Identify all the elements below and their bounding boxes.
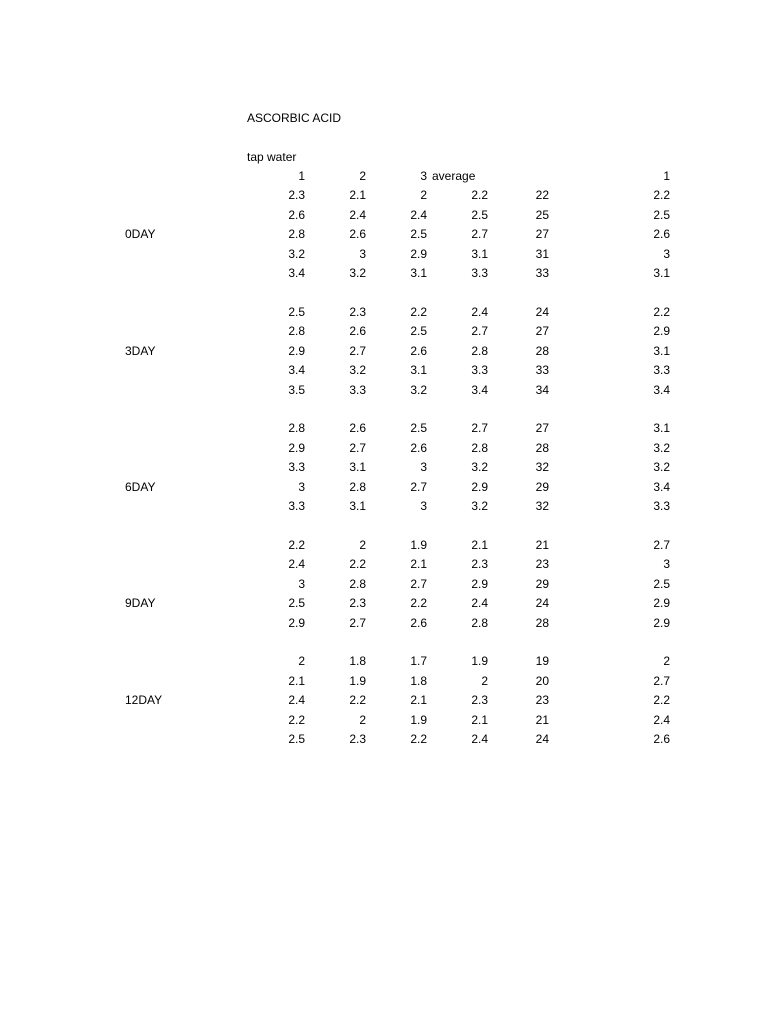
data-cell: 3.2 bbox=[349, 363, 366, 377]
data-cell: 2.4 bbox=[653, 712, 670, 727]
data-cell: 2.2 bbox=[349, 557, 366, 571]
data-cell: 2.2 bbox=[410, 596, 427, 610]
data-cell: 2.3 bbox=[471, 693, 488, 707]
data-cell: 3.3 bbox=[349, 382, 366, 397]
data-cell: 2 bbox=[663, 654, 670, 668]
data-cell: 2.5 bbox=[288, 596, 305, 610]
data-cell: 3.2 bbox=[349, 266, 366, 280]
data-cell: 24 bbox=[535, 304, 549, 319]
data-cell: 2.4 bbox=[410, 207, 427, 222]
day-label: 3DAY bbox=[125, 343, 156, 358]
data-cell: 1.8 bbox=[349, 654, 366, 668]
data-cell: 3.2 bbox=[288, 246, 305, 261]
data-cell: 3.1 bbox=[349, 499, 366, 513]
data-cell: 2.2 bbox=[653, 693, 670, 707]
data-cell: 2.6 bbox=[349, 324, 366, 338]
data-cell: 3.2 bbox=[653, 460, 670, 474]
data-cell: 32 bbox=[535, 499, 549, 513]
data-cell: 2.2 bbox=[288, 537, 305, 552]
data-cell: 2.7 bbox=[471, 227, 488, 241]
header-cell: 1 bbox=[298, 169, 305, 183]
day-label: 0DAY bbox=[125, 227, 156, 241]
data-cell: 2 bbox=[481, 673, 488, 688]
data-cell: 3 bbox=[298, 576, 305, 591]
data-cell: 2.9 bbox=[288, 440, 305, 455]
header-cell: 1 bbox=[663, 169, 670, 183]
data-cell: 3.2 bbox=[471, 499, 488, 513]
data-cell: 2 bbox=[359, 712, 366, 727]
data-cell: 3.3 bbox=[471, 363, 488, 377]
data-cell: 3.4 bbox=[653, 382, 670, 397]
data-cell: 2.6 bbox=[349, 421, 366, 435]
data-cell: 2.3 bbox=[471, 557, 488, 571]
data-cell: 2.7 bbox=[349, 615, 366, 630]
data-cell: 2.6 bbox=[288, 207, 305, 222]
data-cell: 24 bbox=[535, 596, 549, 610]
data-cell: 2.6 bbox=[410, 343, 427, 358]
day-label: 9DAY bbox=[125, 596, 156, 610]
data-cell: 2.3 bbox=[349, 304, 366, 319]
data-cell: 2.8 bbox=[288, 421, 305, 435]
data-cell: 2.7 bbox=[471, 421, 488, 435]
data-cell: 2 bbox=[298, 654, 305, 668]
data-cell: 27 bbox=[535, 227, 549, 241]
data-cell: 32 bbox=[535, 460, 549, 474]
data-cell: 2.7 bbox=[471, 324, 488, 338]
data-cell: 2.9 bbox=[288, 615, 305, 630]
data-cell: 2.7 bbox=[653, 537, 670, 552]
data-cell: 3 bbox=[420, 460, 427, 474]
data-cell: 2.8 bbox=[349, 479, 366, 494]
data-cell: 2.5 bbox=[288, 304, 305, 319]
data-cell: 2.8 bbox=[288, 324, 305, 338]
data-cell: 31 bbox=[535, 246, 549, 261]
data-cell: 2.9 bbox=[410, 246, 427, 261]
header-cell: average bbox=[432, 169, 476, 183]
data-cell: 2.3 bbox=[288, 188, 305, 202]
data-cell: 2.1 bbox=[410, 693, 427, 707]
data-cell: 2.4 bbox=[349, 207, 366, 222]
data-cell: 2.9 bbox=[471, 576, 488, 591]
data-cell: 29 bbox=[535, 576, 549, 591]
data-cell: 2.5 bbox=[410, 421, 427, 435]
data-cell: 3.3 bbox=[471, 266, 488, 280]
data-cell: 2.6 bbox=[653, 227, 670, 241]
data-cell: 3.2 bbox=[653, 440, 670, 455]
data-cell: 33 bbox=[535, 363, 549, 377]
data-cell: 20 bbox=[535, 673, 549, 688]
data-cell: 3 bbox=[298, 479, 305, 494]
data-cell: 2.3 bbox=[349, 732, 366, 746]
data-cell: 2.8 bbox=[471, 343, 488, 358]
data-cell: 2.2 bbox=[349, 693, 366, 707]
data-cell: 3.3 bbox=[653, 499, 670, 513]
data-cell: 3.1 bbox=[653, 266, 670, 280]
data-cell: 3.1 bbox=[471, 246, 488, 261]
data-cell: 2.1 bbox=[471, 712, 488, 727]
data-cell: 2.2 bbox=[471, 188, 488, 202]
data-cell: 27 bbox=[535, 324, 549, 338]
data-cell: 2.4 bbox=[471, 732, 488, 746]
data-cell: 1.9 bbox=[410, 712, 427, 727]
data-cell: 2.9 bbox=[653, 615, 670, 630]
data-cell: 2.1 bbox=[349, 188, 366, 202]
data-cell: 3.1 bbox=[410, 363, 427, 377]
data-cell: 29 bbox=[535, 479, 549, 494]
data-cell: 2.2 bbox=[288, 712, 305, 727]
data-cell: 3 bbox=[663, 246, 670, 261]
data-cell: 1.8 bbox=[410, 673, 427, 688]
data-cell: 23 bbox=[535, 693, 549, 707]
header-cell: 3 bbox=[420, 169, 427, 183]
data-cell: 2.7 bbox=[410, 576, 427, 591]
data-cell: 24 bbox=[535, 732, 549, 746]
day-label: 12DAY bbox=[125, 693, 163, 707]
data-cell: 21 bbox=[535, 537, 549, 552]
data-cell: 3.1 bbox=[349, 460, 366, 474]
data-cell: 3.4 bbox=[288, 363, 305, 377]
data-cell: 2 bbox=[420, 188, 427, 202]
data-cell: 21 bbox=[535, 712, 549, 727]
data-cell: 28 bbox=[535, 343, 549, 358]
data-cell: 2.1 bbox=[288, 673, 305, 688]
data-cell: 2.8 bbox=[471, 440, 488, 455]
data-cell: 28 bbox=[535, 440, 549, 455]
data-cell: 2.3 bbox=[349, 596, 366, 610]
data-cell: 2.8 bbox=[288, 227, 305, 241]
data-cell: 3.1 bbox=[653, 343, 670, 358]
data-cell: 2.9 bbox=[653, 596, 670, 610]
data-cell: 2.4 bbox=[471, 304, 488, 319]
data-cell: 2.5 bbox=[653, 576, 670, 591]
data-cell: 1.9 bbox=[410, 537, 427, 552]
data-cell: 23 bbox=[535, 557, 549, 571]
data-cell: 3.3 bbox=[288, 460, 305, 474]
data-cell: 34 bbox=[535, 382, 549, 397]
data-cell: 2.6 bbox=[410, 615, 427, 630]
data-cell: 2.1 bbox=[410, 557, 427, 571]
data-cell: 22 bbox=[535, 188, 549, 202]
day-label: 6DAY bbox=[125, 479, 156, 494]
data-cell: 25 bbox=[535, 207, 549, 222]
sheet-subtitle: tap water bbox=[247, 150, 297, 164]
header-cell: 2 bbox=[359, 169, 366, 183]
data-cell: 1.9 bbox=[471, 654, 488, 668]
data-cell: 3.4 bbox=[288, 266, 305, 280]
data-cell: 3.3 bbox=[653, 363, 670, 377]
sheet-title: ASCORBIC ACID bbox=[247, 111, 342, 125]
data-cell: 2.2 bbox=[653, 188, 670, 202]
data-cell: 3 bbox=[420, 499, 427, 513]
data-cell: 2.5 bbox=[410, 227, 427, 241]
data-cell: 2.2 bbox=[410, 304, 427, 319]
data-cell: 28 bbox=[535, 615, 549, 630]
data-cell: 3.2 bbox=[471, 460, 488, 474]
data-cell: 2.5 bbox=[288, 732, 305, 746]
data-cell: 1.7 bbox=[410, 654, 427, 668]
data-cell: 2.2 bbox=[410, 732, 427, 746]
data-cell: 2.9 bbox=[471, 479, 488, 494]
data-cell: 1.9 bbox=[349, 673, 366, 688]
data-cell: 2.6 bbox=[653, 732, 670, 746]
data-cell: 3.4 bbox=[653, 479, 670, 494]
data-cell: 33 bbox=[535, 266, 549, 280]
data-cell: 2.7 bbox=[653, 673, 670, 688]
data-cell: 2.9 bbox=[653, 324, 670, 338]
data-cell: 3.2 bbox=[410, 382, 427, 397]
data-cell: 19 bbox=[535, 654, 549, 668]
data-cell: 3.3 bbox=[288, 499, 305, 513]
data-cell: 2.9 bbox=[288, 343, 305, 358]
data-cell: 2.4 bbox=[288, 693, 305, 707]
data-cell: 2.7 bbox=[349, 343, 366, 358]
data-cell: 2.5 bbox=[471, 207, 488, 222]
data-cell: 2.5 bbox=[653, 207, 670, 222]
data-cell: 27 bbox=[535, 421, 549, 435]
data-cell: 3.5 bbox=[288, 382, 305, 397]
data-cell: 3 bbox=[663, 557, 670, 571]
data-cell: 3.1 bbox=[410, 266, 427, 280]
data-cell: 2.6 bbox=[410, 440, 427, 455]
data-cell: 2.2 bbox=[653, 304, 670, 319]
data-cell: 2.7 bbox=[410, 479, 427, 494]
data-cell: 2.6 bbox=[349, 227, 366, 241]
data-cell: 2.1 bbox=[471, 537, 488, 552]
data-cell: 2.7 bbox=[349, 440, 366, 455]
data-cell: 3 bbox=[359, 246, 366, 261]
data-cell: 2.5 bbox=[410, 324, 427, 338]
data-cell: 2.4 bbox=[288, 557, 305, 571]
data-cell: 2.8 bbox=[349, 576, 366, 591]
data-cell: 2 bbox=[359, 537, 366, 552]
data-cell: 2.4 bbox=[471, 596, 488, 610]
data-cell: 2.8 bbox=[471, 615, 488, 630]
data-cell: 3.1 bbox=[653, 421, 670, 435]
data-cell: 3.4 bbox=[471, 382, 488, 397]
